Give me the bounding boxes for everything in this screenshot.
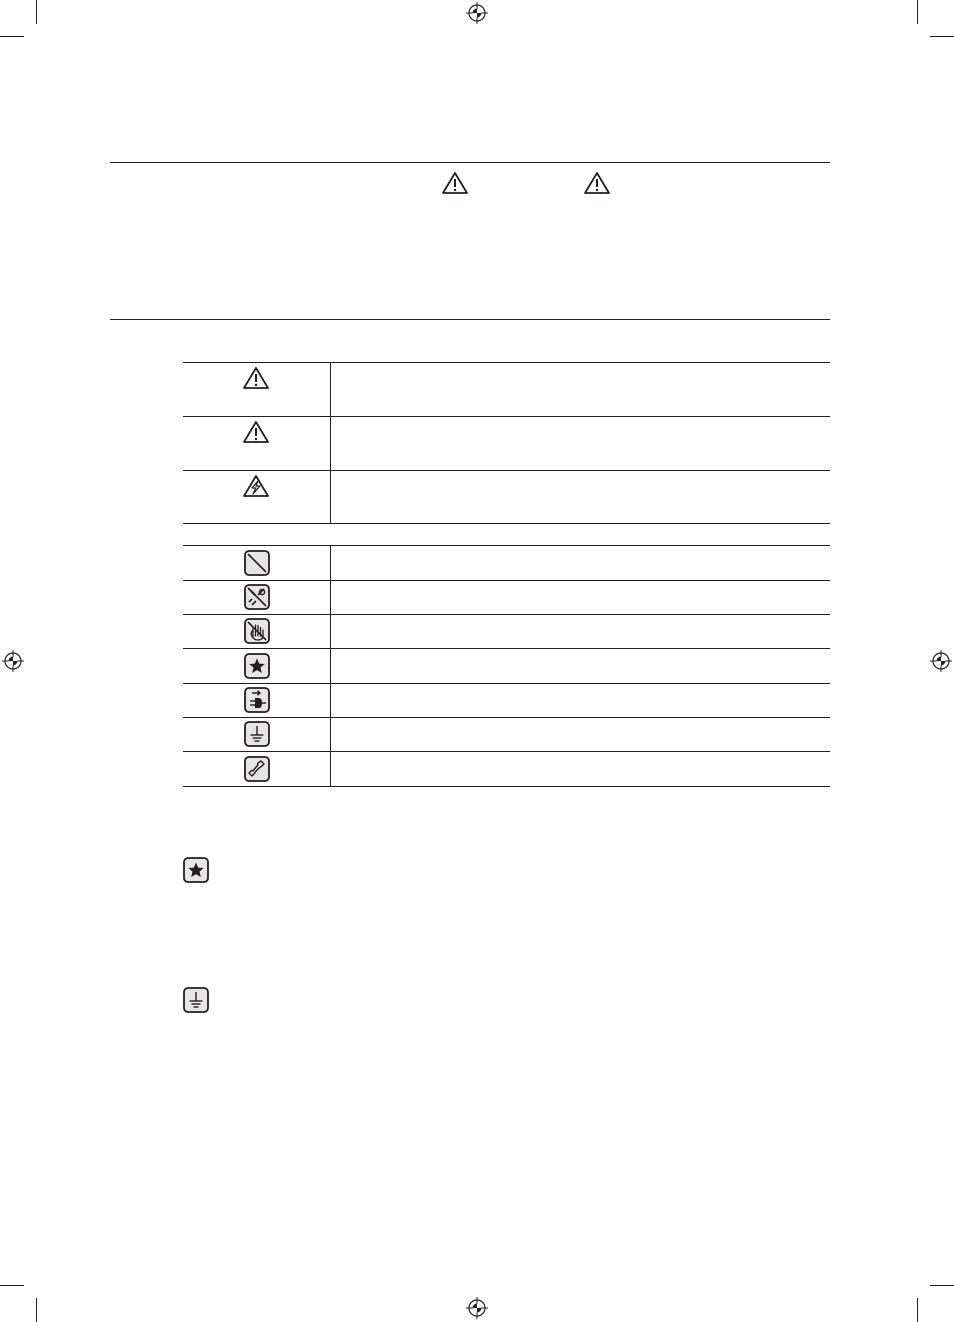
table-rule	[183, 580, 830, 581]
crop-mark	[36, 1298, 37, 1322]
registration-mark-icon	[2, 650, 24, 672]
section-top-rule	[110, 162, 830, 163]
do-not-touch-icon	[243, 617, 271, 645]
electric-shock-triangle-icon	[242, 474, 270, 498]
follow-directions-star-icon	[182, 856, 210, 884]
ground-icon	[243, 720, 271, 748]
registration-mark-icon	[930, 650, 952, 672]
follow-directions-star-icon	[243, 652, 271, 680]
table-rule	[183, 683, 830, 684]
crop-mark	[0, 1285, 24, 1286]
warning-triangle-icon	[441, 171, 469, 195]
table-rule	[183, 470, 830, 471]
warning-triangle-icon	[242, 366, 270, 390]
table-column-divider	[330, 362, 331, 523]
do-not-disassemble-icon	[243, 583, 271, 611]
table-rule	[183, 648, 830, 649]
contact-service-icon	[243, 755, 271, 783]
table-rule	[183, 717, 830, 718]
unplug-icon	[243, 686, 271, 714]
section-bottom-rule	[110, 319, 830, 320]
crop-mark	[930, 1285, 954, 1286]
prohibited-icon	[243, 549, 271, 577]
table-rule	[183, 751, 830, 752]
table-column-divider	[330, 545, 331, 786]
ground-icon	[182, 986, 210, 1014]
registration-mark-icon	[466, 1297, 488, 1319]
crop-mark	[930, 36, 954, 37]
table-rule	[183, 362, 830, 363]
crop-mark	[0, 36, 24, 37]
table-rule	[183, 614, 830, 615]
crop-mark	[917, 1298, 918, 1322]
table-rule	[183, 786, 830, 787]
crop-mark	[36, 0, 37, 24]
table-rule	[183, 545, 830, 546]
warning-triangle-icon	[583, 171, 611, 195]
warning-triangle-icon	[242, 420, 270, 444]
registration-mark-icon	[466, 2, 488, 24]
table-rule	[183, 523, 830, 524]
table-rule	[183, 416, 830, 417]
crop-mark	[917, 0, 918, 24]
